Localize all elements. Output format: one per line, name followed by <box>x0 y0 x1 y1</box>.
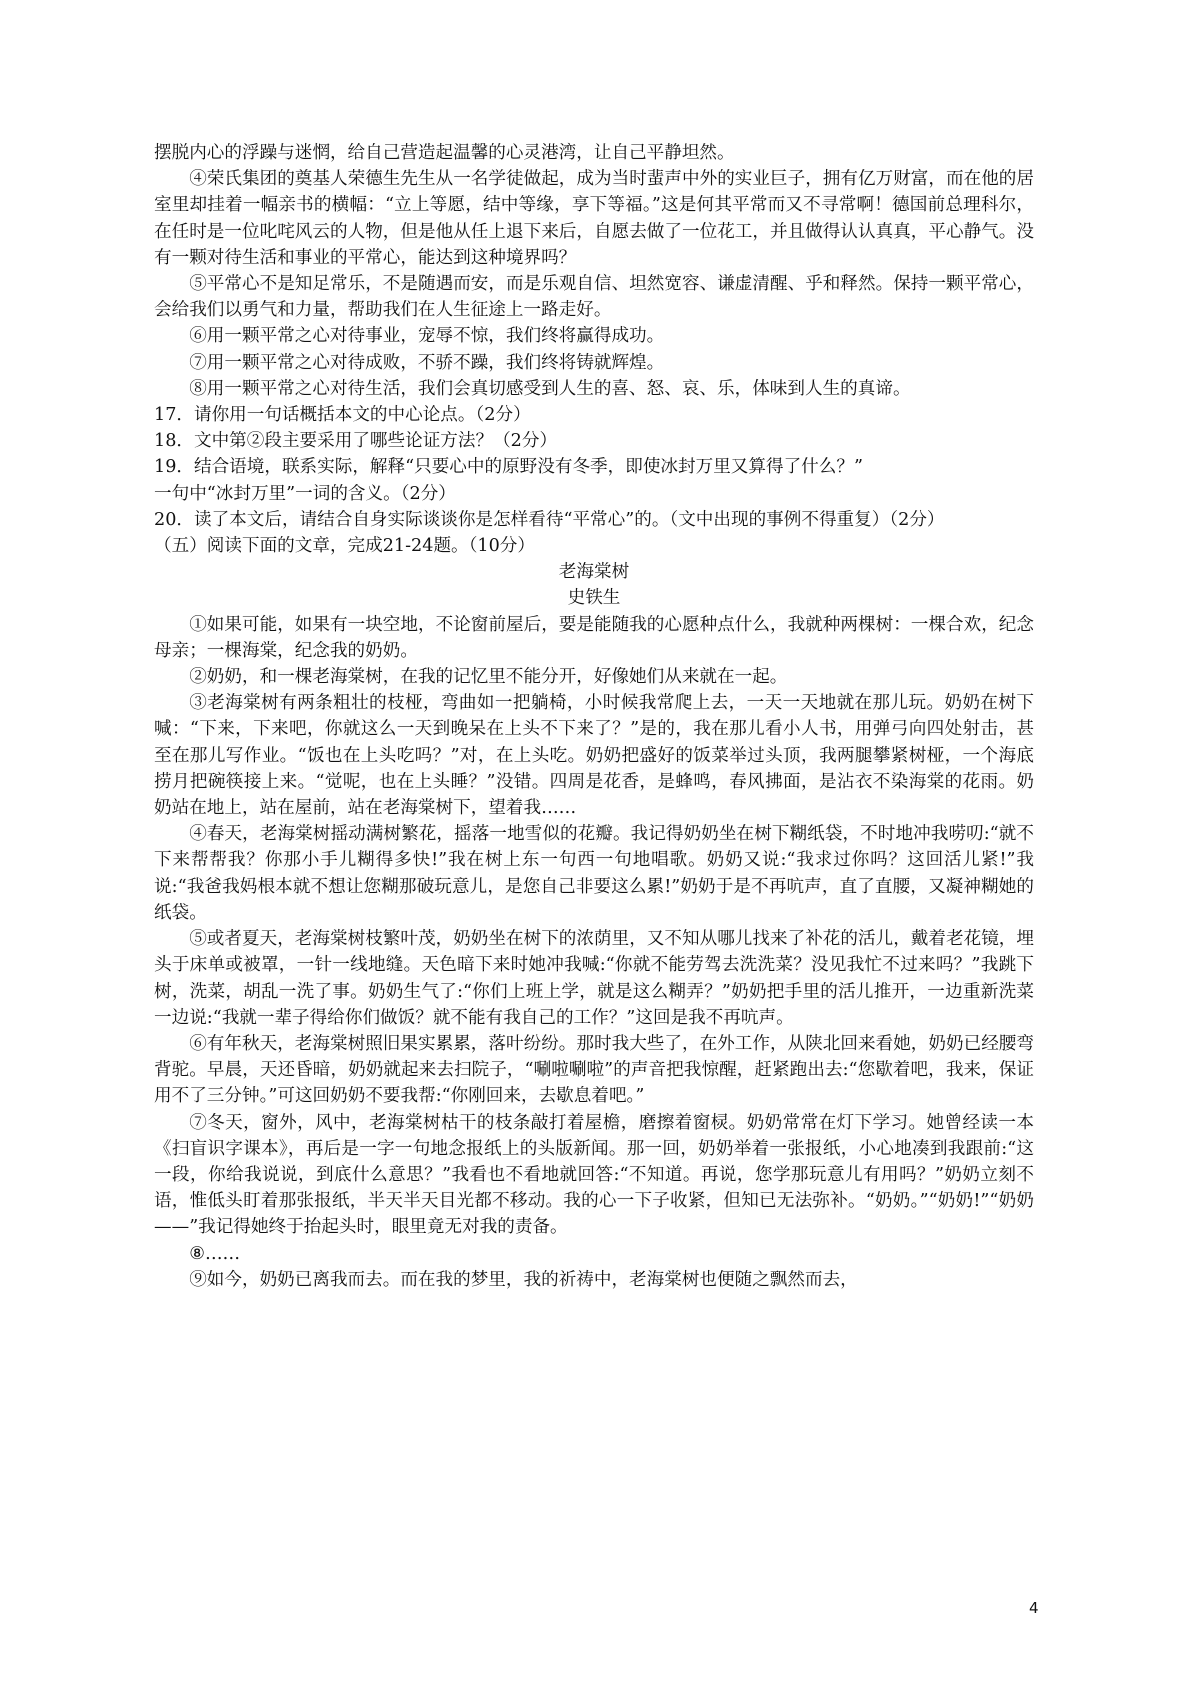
paragraph: ⑤或者夏天，老海棠树枝繁叶茂，奶奶坐在树下的浓荫里，又不知从哪儿找来了补花的活儿，戴着老花镜，埋头于床单或被罩，一针一线地缝。天色暗下来时她冲我喊:“你就不能劳驾去洗洗菜？没见我忙不过来吗？”我跳下树，洗菜，胡乱一洗了事。奶奶生气了:“你们上班上学，就是这么糊弄？”奶奶把手里的活儿推开，一边重新洗菜一边说:“我就一辈子得给你们做饭？就不能有我自己的工作？”这回是我不再吭声。 <box>154 929 1034 1028</box>
paragraph: ⑦用一颗平常之心对待成败，不骄不躁，我们终将铸就辉煌。 <box>189 352 665 373</box>
page-number: 4 <box>1029 1599 1039 1617</box>
heading-line: 老海棠树 <box>558 562 630 583</box>
paragraph: ②奶奶，和一棵老海棠树，在我的记忆里不能分开，好像她们从来就在一起。 <box>189 667 788 688</box>
paragraph: ④春天，老海棠树摇动满树繁花，摇落一地雪似的花瓣。我记得奶奶坐在树下糊纸袋，不时地冲我唠叨:“就不下来帮帮我？你那小手儿糊得多快!”我在树上东一句西一句地唱歌。奶奶又说:“我求过你吗？这回活儿紧!”我说:“我爸我妈根本就不想让您糊那破玩意儿，是您自己非要这么累!”奶奶于是不再吭声，直了直腰，又凝神糊她的纸袋。 <box>154 824 1034 923</box>
paragraph: 一句中“冰封万里”一词的含义。（2分） <box>154 483 456 504</box>
paragraph: ⑧…… <box>189 1243 241 1264</box>
heading-line: 史铁生 <box>567 588 621 609</box>
paragraph: 摆脱内心的浮躁与迷惘，给自己营造起温馨的心灵港湾，让自己平静坦然。 <box>154 143 735 163</box>
paragraph: ⑥有年秋天，老海棠树照旧果实累累，落叶纷纷。那时我大些了，在外工作，从陕北回来看她，奶奶已经腰弯背驼。早晨，天还昏暗，奶奶就起来去扫院子，“唰啦唰啦”的声音把我惊醒，赶紧跑出去:“您歇着吧，我来，保证用不了三分钟。”可这回奶奶不要我帮:“你刚回来，去歇息着吧。” <box>154 1033 1034 1107</box>
paragraph: ⑥用一颗平常之心对待事业，宠辱不惊，我们终将赢得成功。 <box>189 326 665 347</box>
paragraph: 19．结合语境，联系实际，解释“只要心中的原野没有冬季，即使冰封万里又算得了什么？” <box>154 457 863 478</box>
paragraph: ①如果可能，如果有一块空地，不论窗前屋后，要是能随我的心愿种点什么，我就种两棵树：一棵合欢，纪念母亲；一棵海棠，纪念我的奶奶。 <box>154 614 1034 661</box>
paragraph: ③老海棠树有两条粗壮的枝桠，弯曲如一把躺椅，小时候我常爬上去，一天一天地就在那儿玩。奶奶在树下喊：“下来，下来吧，你就这么一天到晚呆在上头不下来了？”是的，我在那儿看小人书，用弹弓向四处射击，甚至在那儿写作业。“饭也在上头吃吗？”对，在上头吃。奶奶把盛好的饭菜举过头顶，我两腿攀紧树桠，一个海底捞月把碗筷接上来。“觉呢，也在上头睡？”没错。四周是花香，是蜂鸣，春风拂面，是沾衣不染海棠的花雨。奶奶站在地上，站在屋前，站在老海棠树下，望着我…… <box>154 693 1034 819</box>
paragraph: 20．读了本文后，请结合自身实际谈谈你是怎样看待“平常心”的。（文中出现的事例不得重复）（2分） <box>154 509 945 530</box>
paragraph: ④荣氏集团的奠基人荣德生先生从一名学徒做起，成为当时蜚声中外的实业巨子，拥有亿万财富，而在他的居室里却挂着一幅亲书的横幅：“立上等愿，结中等缘，享下等福。”这是何其平常而又不寻常啊！德国前总理科尔，在任时是一位叱咤风云的人物，但是他从任上退下来后，自愿去做了一位花工，并且做得认认真真，平心静气。没有一颗对待生活和事业的平常心，能达到这种境界吗？ <box>154 169 1034 268</box>
paragraph: ⑨如今，奶奶已离我而去。而在我的梦里，我的祈祷中，老海棠树也便随之飘然而去， <box>189 1269 858 1290</box>
paragraph: ⑦冬天，窗外，风中，老海棠树枯干的枝条敲打着屋檐，磨擦着窗棂。奶奶常常在灯下学习。她曾经读一本《扫盲识字课本》，再后是一字一句地念报纸上的头版新闻。那一回，奶奶举着一张报纸，小心地凑到我跟前:“这一段，你给我说说，到底什么意思？”我看也不看地就回答:“不知道。再说，您学那玩意儿有用吗？”奶奶立刻不语，惟低头盯着那张报纸，半天半天目光都不移动。我的心一下子收紧，但知已无法弥补。“奶奶。”“奶奶!”“奶奶——”我记得她终于抬起头时，眼里竟无对我的责备。 <box>154 1112 1034 1238</box>
paragraph: （五）阅读下面的文章，完成21-24题。（10分） <box>154 536 535 557</box>
paragraph: 17．请你用一句话概括本文的中心论点。（2分） <box>154 405 531 426</box>
document-body <box>154 140 1034 1293</box>
paragraph: ⑧用一颗平常之心对待生活，我们会真切感受到人生的喜、怒、哀、乐，体味到人生的真谛。 <box>189 378 911 399</box>
paragraph: ⑤平常心不是知足常乐，不是随遇而安，而是乐观自信、坦然宽容、谦虚清醒、乎和释然。保持一颗平常心，会给我们以勇气和力量，帮助我们在人生征途上一路走好。 <box>154 274 1034 321</box>
paragraph: 18．文中第②段主要采用了哪些论证方法？（2分） <box>154 431 558 452</box>
